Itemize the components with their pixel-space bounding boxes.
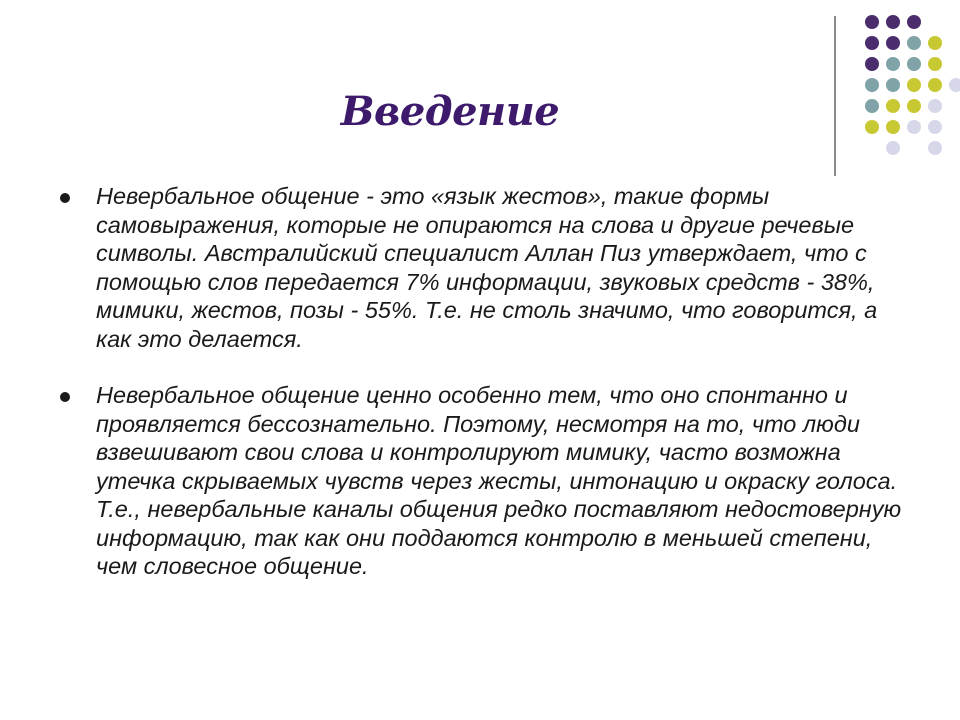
decorative-dot <box>865 57 879 71</box>
decorative-dot <box>886 120 900 134</box>
bullet-item <box>58 381 918 581</box>
decorative-dot <box>886 99 900 113</box>
decorative-dot <box>865 15 879 29</box>
decorative-dot <box>886 78 900 92</box>
decorative-dot <box>928 141 942 155</box>
decorative-dot <box>928 36 942 50</box>
decorative-dot <box>949 78 960 92</box>
decorative-dot <box>928 120 942 134</box>
decorative-dot <box>907 57 921 71</box>
bullet-text: Невербальное общение ценно особенно тем, что оно спонтанно и проявляется бессознательно. Поэтому, несмотря на то, что люди взвешивают свои слова и контролируют мимику, часто возможна утечка скрываемых чувств через жесты, интонацию и окраску голоса. Т.е., невербальные каналы общения редко поставляют недостоверную информацию, так как они поддаются контролю в меньшей степени, чем словесное общение. <box>96 382 902 579</box>
vertical-divider-line <box>834 16 836 176</box>
decorative-dot <box>865 36 879 50</box>
decorative-dot <box>886 57 900 71</box>
bullet-dot-icon <box>60 193 70 203</box>
decorative-dot <box>928 99 942 113</box>
decorative-dot <box>907 15 921 29</box>
decorative-dot <box>886 36 900 50</box>
decorative-dot <box>907 78 921 92</box>
decorative-dot <box>865 120 879 134</box>
decorative-dot <box>886 15 900 29</box>
bullet-dot-icon <box>60 392 70 402</box>
decorative-dot <box>928 57 942 71</box>
bullet-text: Невербальное общение - это «язык жестов», такие формы самовыражения, которые не опираются на слова и другие речевые символы. Австралийский специалист Аллан Пиз утверждает, что с помощью слов передается 7% информации, звуковых средств - 38%, мимики, жестов, позы - 55%. Т.е. не столь значимо, что говорится, а как это делается. <box>96 183 878 352</box>
slide-title: Введение <box>340 88 560 135</box>
decorative-dot <box>865 99 879 113</box>
decorative-dot <box>886 141 900 155</box>
decorative-dot <box>928 78 942 92</box>
bullet-list <box>58 182 918 609</box>
decorative-dot <box>865 78 879 92</box>
decorative-dot <box>907 99 921 113</box>
decorative-dot <box>907 120 921 134</box>
decorative-dot <box>907 36 921 50</box>
bullet-item <box>58 182 918 353</box>
